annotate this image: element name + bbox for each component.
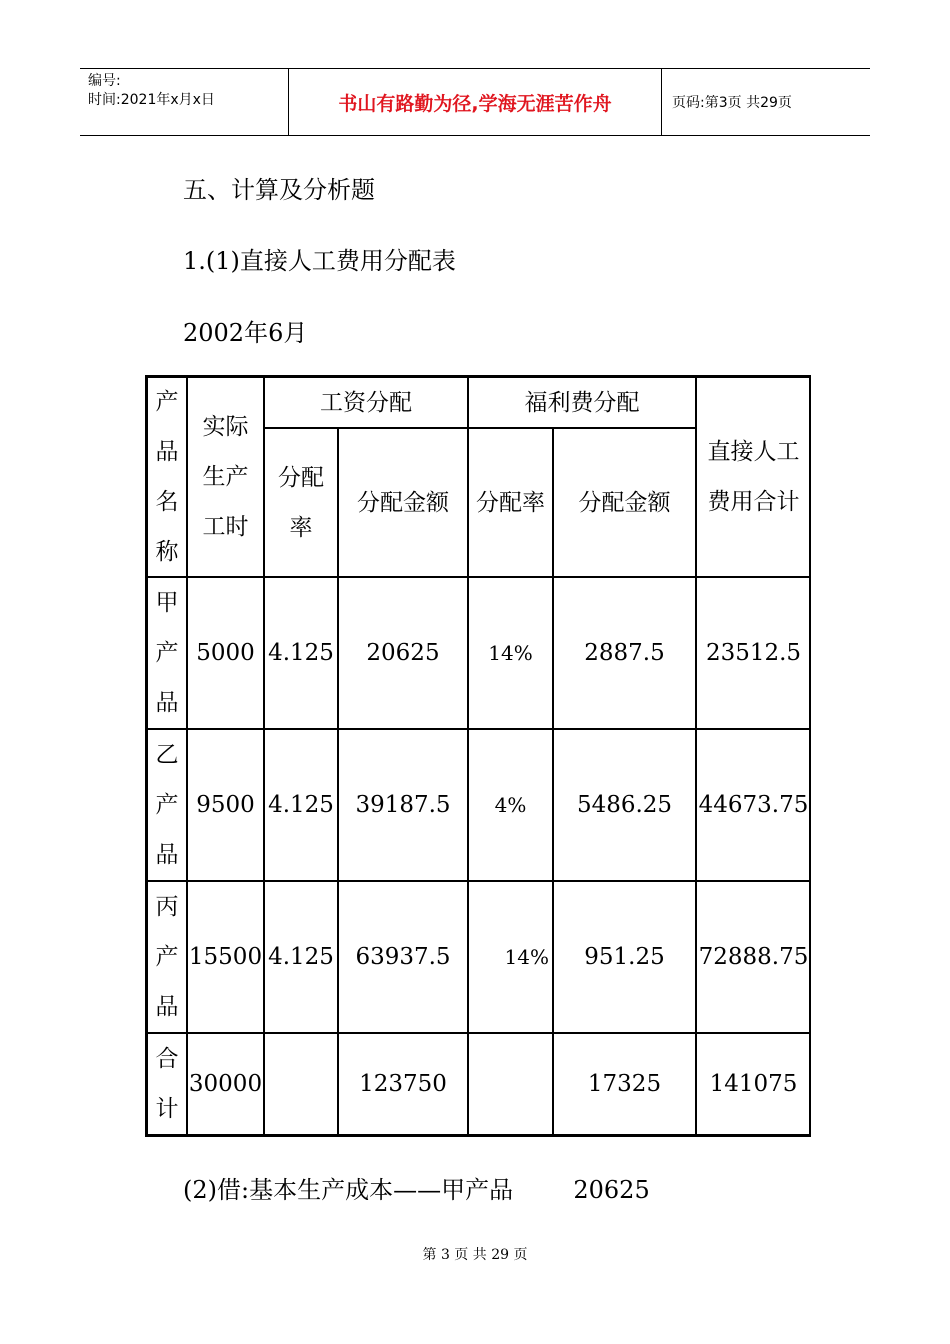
table-row-2-total: 44673.75 [696,729,811,881]
row-1-name-text: 甲产品 [155,590,179,716]
table-title: 1.(1)直接人工费用分配表 [183,247,456,275]
labor-cost-table [145,375,811,1137]
journal-entry-text: (2)借:基本生产成本——甲产品 [183,1176,514,1204]
page-footer: 第 3 页 共 29 页 [422,1247,528,1263]
table-row-2-name [147,729,187,881]
header-motto: 书山有路勤为径,学海无涯苦作舟 [288,69,662,135]
page-header [80,68,870,136]
header-hours-text: 实际生产工时 [202,414,249,540]
table-row-2-hours: 9500 [187,729,264,881]
row-3-wage-amount-text: 63937.5 [355,944,451,970]
table-row-1-hours: 5000 [187,577,264,729]
table-row-3-welfare-rate: 14% [468,881,553,1033]
header-wage-rate [264,428,338,577]
header-welfare-rate: 分配率 [468,428,553,577]
row-4-name-text: 合计 [155,1046,179,1122]
table-row-4-wage-rate [264,1033,338,1135]
header-wage-rate-text: 分配率 [278,464,324,541]
table-row-3-name [147,881,187,1033]
header-meta [80,69,288,135]
table-row-4-welfare-rate [468,1033,553,1135]
header-welfare-group: 福利费分配 [468,377,696,428]
header-time-label: 时间:2021年x月x日 [88,92,215,108]
table-date: 2002年6月 [183,319,308,347]
header-product-name [147,377,187,577]
header-hours [187,377,264,577]
table-row-2-wage-amount [338,729,468,881]
table-row-4-wage-amount: 123750 [338,1033,468,1135]
header-number-label: 编号: [88,73,121,89]
table-row-4-name [147,1033,187,1135]
table-row-2-welfare-rate: 4% [468,729,553,881]
table-row-1-total: 23512.5 [696,577,811,729]
table-row-3-wage-rate: 4.125 [264,881,338,1033]
table-row-3-total: 72888.75 [696,881,811,1033]
table-row-3-wage-amount [338,881,468,1033]
table-row-1-wage-amount: 20625 [338,577,468,729]
table-row-1-wage-rate: 4.125 [264,577,338,729]
table-row-2-wage-rate: 4.125 [264,729,338,881]
header-welfare-amount: 分配金额 [553,428,696,577]
header-wage-group: 工资分配 [264,377,468,428]
table-row-4-welfare-amount: 17325 [553,1033,696,1135]
row-2-welfare-amount-text: 5486.25 [576,792,673,818]
table-row-3-hours: 15500 [187,881,264,1033]
table-row-1-welfare-amount: 2887.5 [553,577,696,729]
table-row-2-welfare-amount [553,729,696,881]
header-product-name-text: 产品名称 [155,389,179,565]
journal-entry [183,1170,650,1205]
table-row-1-name [147,577,187,729]
table-row-4-hours: 30000 [187,1033,264,1135]
header-total [696,377,811,577]
row-2-name-text: 乙产品 [155,742,179,868]
row-2-wage-amount-text: 39187.5 [355,792,451,818]
row-3-name-text: 丙产品 [155,894,179,1020]
table-row-4-total: 141075 [696,1033,811,1135]
header-total-text: 直接人工费用合计 [707,439,800,515]
header-wage-amount: 分配金额 [338,428,468,577]
section-title: 五、计算及分析题 [183,176,375,204]
journal-entry-amount: 20625 [573,1176,650,1204]
table-row-3-welfare-amount: 951.25 [553,881,696,1033]
header-page-label: 页码:第3页 共29页 [672,95,792,111]
table-row-1-welfare-rate: 14% [468,577,553,729]
